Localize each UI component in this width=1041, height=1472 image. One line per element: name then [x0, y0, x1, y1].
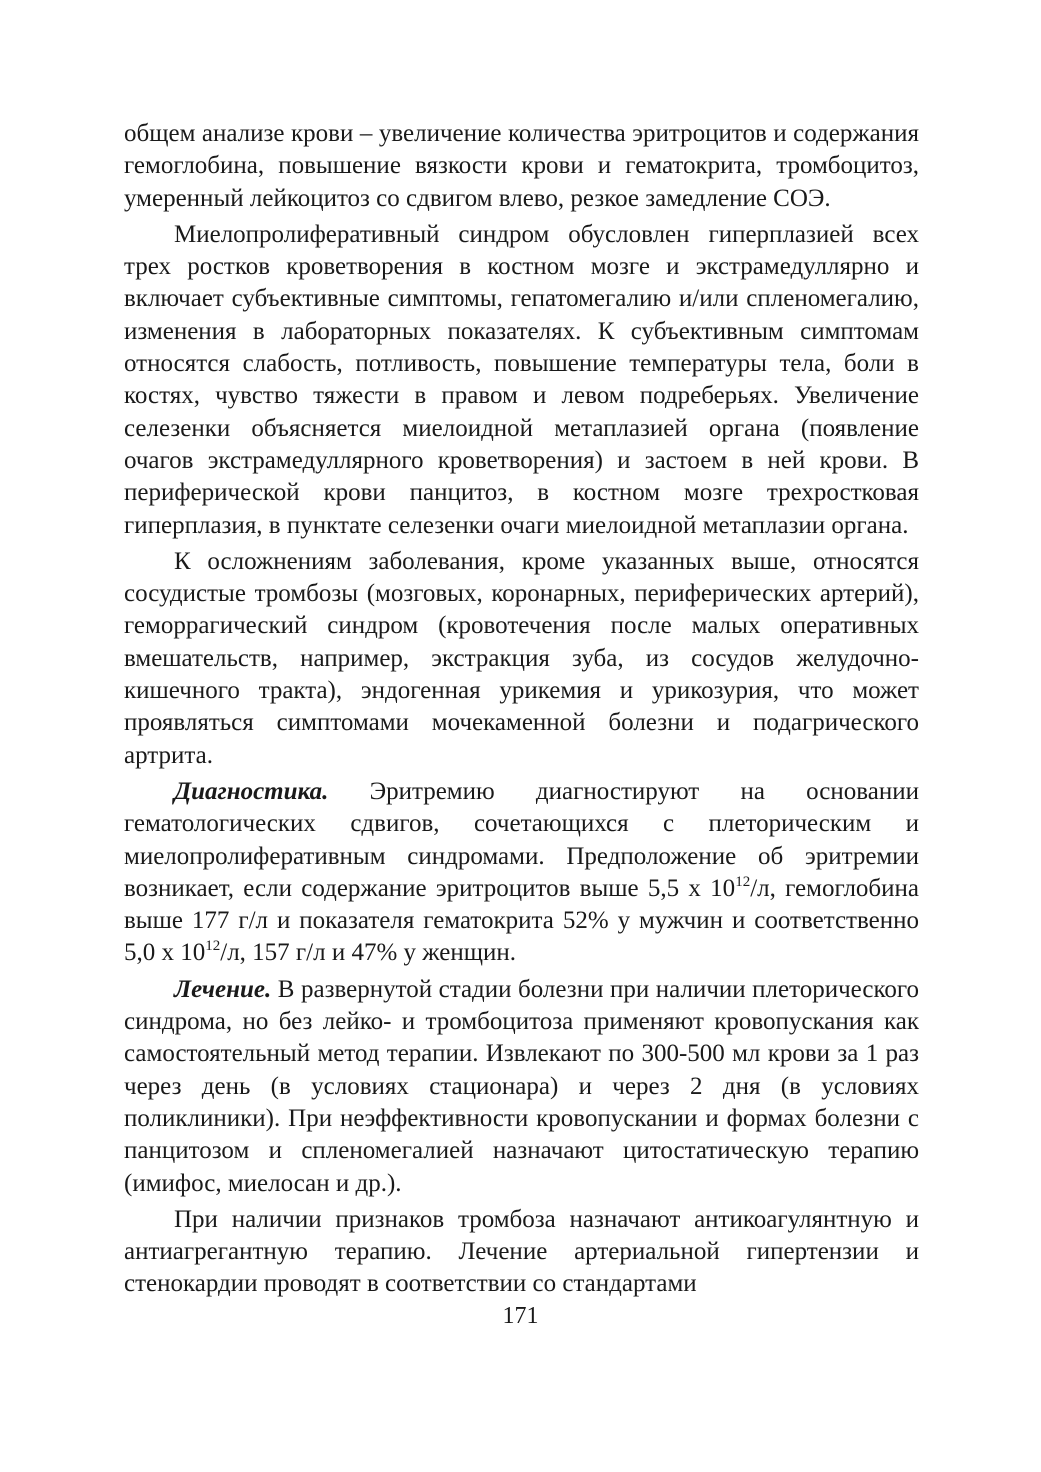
diagnostics-text-1: Эритремию диагностируют на основании гематологических сдвигов, сочетающихся с плеторическим и миелопролиферативным синдромами. Предположение об эритремии возникает, если содержание эритроцитов выше 5,5 х 10 [124, 777, 919, 902]
page-body [124, 118, 919, 1305]
paragraph-thrombosis-therapy: При наличии признаков тромбоза назначают антикоагулянтную и антиагрегантную терапию. Лечение артериальной гипертензии и стенокардии проводят в соответствии со стандартами [124, 1205, 919, 1298]
exponent-1: 12 [735, 873, 751, 890]
diagnostics-text-3: /л, 157 г/л и 47% у женщин. [220, 939, 516, 967]
heading-treatment: Лечение. [174, 975, 272, 1003]
paragraph-complications: К осложнениям заболевания, кроме указанных выше, относятся сосудистые тромбозы (мозговых, коронарных, периферических артерий), геморрагический синдром (кровотечения после малых оперативных вмешательств, например, экстракция зуба, из сосудов желудочно-кишечного тракта), эндогенная урикемия и урикозурия, что может проявляться симптомами мочекаменной болезни и подагрического артрита. [124, 547, 919, 769]
paragraph-diagnostics [124, 776, 919, 970]
paragraph-blood-analysis: общем анализе крови – увеличение количества эритроцитов и содержания гемоглобина, повышение вязкости крови и гематокрита, тромбоцитоз, умеренный лейкоцитоз со сдвигом влево, резкое замедление СОЭ. [124, 120, 919, 212]
paragraph-myeloproliferative-syndrome: Миелопролиферативный синдром обусловлен гиперплазией всех трех ростков кроветворения в костном мозге и экстрамедуллярно и включает субъективные симптомы, гепатомегалию и/или спленомегалию, изменения в лабораторных показателях. К субъективным симптомам относятся слабость, потливость, повышение температуры тела, боли в костях, чувство тяжести в правом и левом подреберьях. Увеличение селезенки объясняется миелоидной метаплазией органа (появление очагов экстрамедуллярного кроветворения) и застоем в ней крови. В периферической крови панцитоз, в костном мозге трехростковая гиперплазия, в пунктате селезенки очаги миелоидной метаплазии органа. [124, 220, 919, 539]
exponent-2: 12 [205, 938, 221, 955]
treatment-text: В развернутой стадии болезни при наличии плеторического синдрома, но без лейко- и тромбоцитоза применяют кровопускания как самостоятельный метод терапии. Извлекают по 300-500 мл крови за 1 раз через день (в условиях стационара) и через 2 дня (в условиях поликлиники). При неэффективности кровопускании и формах болезни с панцитозом и спленомегалией назначают цитостатическую терапию (имифос, миелосан и др.). [124, 975, 919, 1197]
heading-diagnostics: Диагностика. [174, 777, 329, 805]
page-number: 171 [502, 1303, 539, 1329]
paragraph-treatment [124, 974, 919, 1200]
diagnostics-text-2: /л, гемоглобина выше 177 г/л и показателя гематокрита 52% у мужчин и соответственно 5,0 х 10 [124, 874, 920, 967]
